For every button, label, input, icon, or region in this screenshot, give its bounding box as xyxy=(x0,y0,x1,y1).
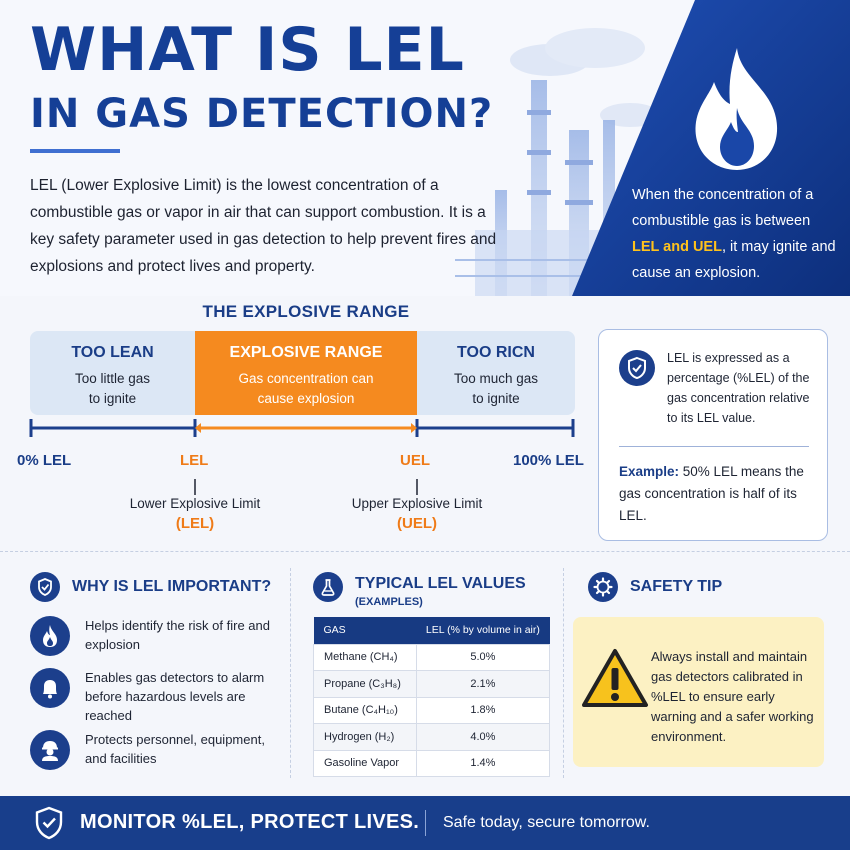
lel-value: 2.1% xyxy=(416,671,549,698)
lel-value: 4.0% xyxy=(416,724,549,751)
explosive-range-title: THE EXPLOSIVE RANGE xyxy=(202,302,410,321)
why-item-text: Helps identify the risk of fire and explosion xyxy=(85,618,270,652)
footer-title: MONITOR %LEL, PROTECT LIVES. xyxy=(80,811,420,833)
zone-title: EXPLOSIVE RANGE xyxy=(229,344,383,361)
gas-name: Hydrogen (H₂) xyxy=(314,724,417,751)
flame-icon xyxy=(690,46,784,172)
safety-tip-box xyxy=(573,617,824,767)
shield-check-icon xyxy=(619,350,655,386)
zone-title: TOO RICN xyxy=(457,344,535,361)
why-item-text: Protects personnel, equipment, and facilities xyxy=(85,732,265,766)
shield-check-icon xyxy=(34,806,64,840)
hero-note-highlight: LEL and UEL xyxy=(632,239,722,255)
column-divider xyxy=(563,568,564,778)
hero-section xyxy=(0,0,850,296)
title-underline xyxy=(30,149,120,153)
footer-tagline: Safe today, secure tomorrow. xyxy=(443,814,650,831)
footer-separator xyxy=(425,810,426,836)
fire-icon xyxy=(30,616,70,656)
table-row xyxy=(314,644,550,671)
zone-description xyxy=(417,369,575,409)
safety-tip-title: SAFETY TIP xyxy=(630,578,723,595)
why-item-text: Enables gas detectors to alarm before hazardous levels are reached xyxy=(85,670,265,723)
page-title xyxy=(30,15,494,137)
lel-value: 5.0% xyxy=(416,644,549,671)
upper-limit-name: Upper Explosive Limit xyxy=(351,496,483,511)
footer-banner xyxy=(0,796,850,850)
zone-too-rich xyxy=(417,331,575,415)
gas-name: Propane (C₃H₈) xyxy=(314,671,417,698)
table-header-gas: GAS xyxy=(314,617,417,644)
zone-description xyxy=(195,369,417,409)
lel-values-table xyxy=(313,617,550,777)
zone-too-lean xyxy=(30,331,195,415)
scale-label-uel: UEL xyxy=(400,452,430,469)
table-header-row xyxy=(314,617,550,644)
lel-value: 1.8% xyxy=(416,697,549,724)
intro-paragraph: LEL (Lower Explosive Limit) is the lowest concentration of a combustible gas or vapor in air that can support combustion. It is a key safety parameter used in gas detection to help prevent fires and explosions and protect lives and property. xyxy=(30,177,497,275)
shield-icon xyxy=(30,572,60,602)
info-divider xyxy=(619,446,809,447)
gas-name: Gasoline Vapor xyxy=(314,750,417,777)
lower-limit-abbr: (LEL) xyxy=(175,515,215,532)
worker-icon xyxy=(30,730,70,770)
table-row xyxy=(314,750,550,777)
table-row xyxy=(314,671,550,698)
why-item xyxy=(30,668,290,723)
gas-name: Methane (CH₄) xyxy=(314,644,417,671)
why-item xyxy=(30,616,290,666)
warning-icon xyxy=(581,647,649,709)
info-text: LEL is expressed as a percentage (%LEL) of the gas concentration relative to its LEL value. xyxy=(667,351,810,425)
info-example xyxy=(619,461,819,527)
column-divider xyxy=(290,568,291,778)
zone-title: TOO LEAN xyxy=(71,344,154,361)
hero-note-text-end: , it may ignite and cause an explosion. xyxy=(632,239,836,281)
why-important-title: WHY IS LEL IMPORTANT? xyxy=(72,578,272,595)
hero-note xyxy=(632,182,837,286)
safety-tip-text: Always install and maintain gas detectors calibrated in %LEL to ensure early warning and a safer working environment. xyxy=(651,649,814,744)
scale-label-max: 100% LEL xyxy=(513,452,584,469)
lel-info-card xyxy=(598,329,828,541)
typical-values-title: TYPICAL LEL VALUES xyxy=(355,575,526,592)
bell-icon xyxy=(30,668,70,708)
lel-value: 1.4% xyxy=(416,750,549,777)
typical-values-subtitle: (EXAMPLES) xyxy=(355,596,423,608)
example-text: 50% LEL means the gas concentration is half of its LEL. xyxy=(619,464,804,523)
zone-desc-line: Gas concentration can xyxy=(238,371,374,386)
zone-desc-line: to ignite xyxy=(472,391,520,406)
title-line-2: IN GAS DETECTION? xyxy=(30,91,494,137)
zone-desc-line: Too little gas xyxy=(74,371,151,386)
section-divider xyxy=(0,551,850,552)
flask-icon xyxy=(313,572,343,602)
zone-description xyxy=(30,369,195,409)
table-row xyxy=(314,697,550,724)
zone-desc-line: to ignite xyxy=(88,391,137,406)
scale-label-lel: LEL xyxy=(180,452,209,469)
lower-limit-name: Lower Explosive Limit xyxy=(129,496,261,511)
gas-name: Butane (C₄H₁₀) xyxy=(314,697,417,724)
zone-explosive xyxy=(195,331,417,415)
table-header-lel: LEL (% by volume in air) xyxy=(416,617,549,644)
example-label: Example: xyxy=(619,464,680,479)
zone-desc-line: Too much gas xyxy=(453,371,539,386)
gear-icon xyxy=(588,572,618,602)
hero-note-text: When the concentration of a combustible gas is between xyxy=(632,187,814,229)
lel-scale-bar xyxy=(0,415,600,535)
title-line-1: WHAT IS LEL xyxy=(30,15,465,85)
why-item xyxy=(30,730,290,780)
zone-desc-line: cause explosion xyxy=(257,391,355,406)
upper-limit-abbr: (UEL) xyxy=(397,515,437,532)
table-row xyxy=(314,724,550,751)
scale-label-min: 0% LEL xyxy=(17,452,72,469)
